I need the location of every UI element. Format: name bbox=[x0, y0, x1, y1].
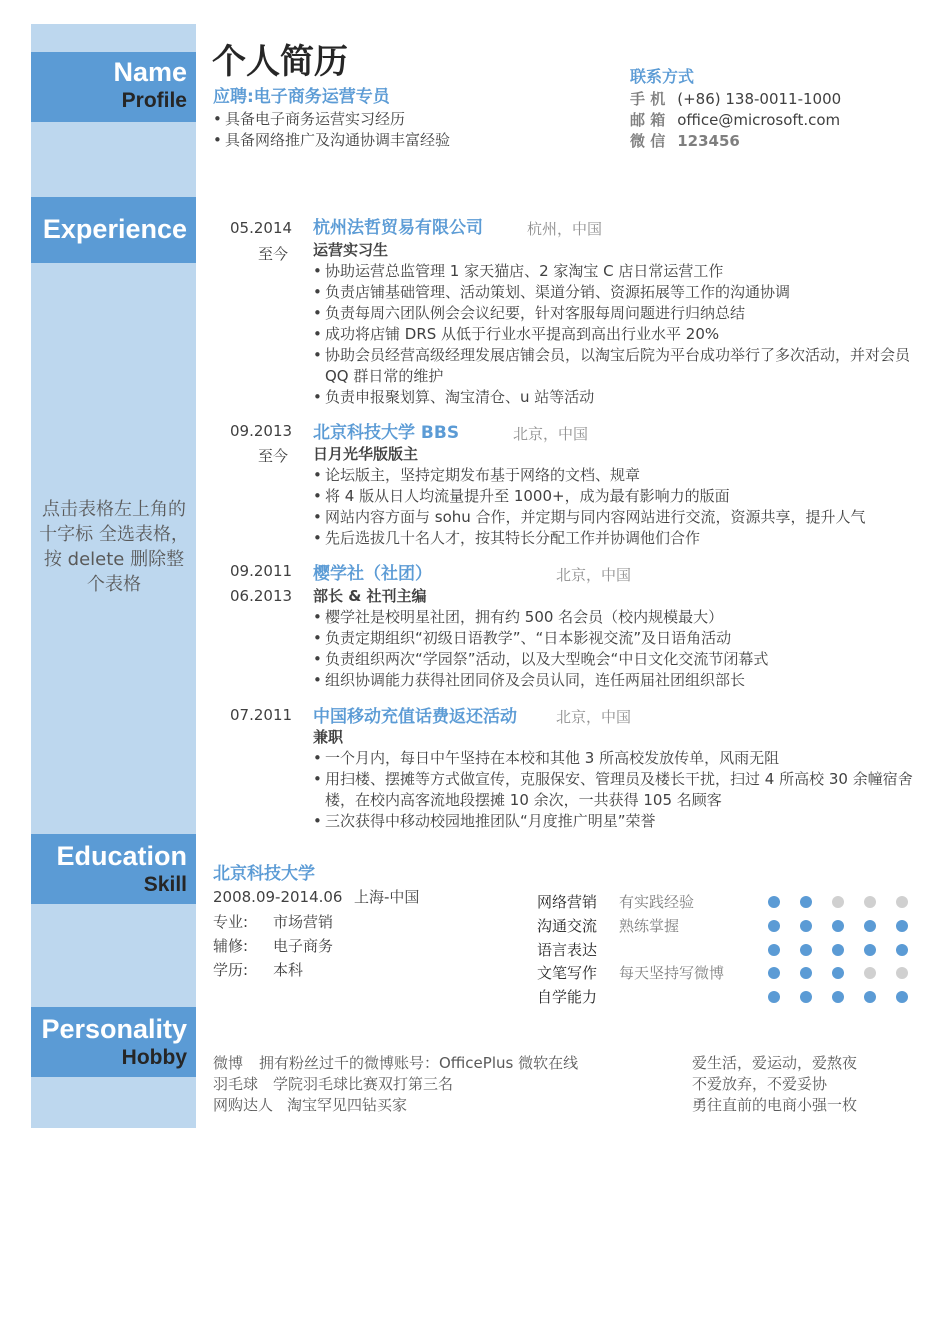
band-skill-label: Skill bbox=[143, 873, 187, 896]
contact-wechat-row bbox=[630, 131, 740, 152]
name-profile-band bbox=[31, 52, 196, 122]
skill-dot-filled bbox=[768, 967, 780, 979]
exp-bullet: • 网站内容方面与 sohu 合作，并定期与同内容网站进行交流，资源共享，提升人气 bbox=[313, 507, 866, 528]
exp-bullet: • 负责组织两次“学园祭”活动，以及大型晚会“中日文化交流节闭幕式 bbox=[313, 649, 768, 670]
band-experience-label: Experience bbox=[42, 214, 187, 244]
contact-title: 联系方式 bbox=[630, 67, 695, 86]
exp-end-date: 至今 bbox=[258, 245, 289, 263]
position-applied: 应聘:电子商务运营专员 bbox=[213, 87, 390, 107]
exp-location: 北京，中国 bbox=[513, 425, 589, 443]
band-profile-label: Profile bbox=[121, 89, 187, 112]
education-row-value: 本科 bbox=[273, 961, 304, 979]
exp-bullet: • 组织协调能力获得社团同侪及会员认同，连任两届社团组织部长 bbox=[313, 670, 768, 691]
skill-dot-filled bbox=[800, 944, 812, 956]
exp-bullet: • 负责店铺基础管理、活动策划、渠道分销、资源拓展等工作的沟通协调 bbox=[313, 282, 925, 303]
skill-note: 熟练掌握 bbox=[619, 917, 680, 935]
exp-bullet: • 协助运营总监管理 1 家天猫店、2 家淘宝 C 店日常运营工作 bbox=[313, 261, 925, 282]
skill-dot-filled bbox=[768, 944, 780, 956]
personality-hobby-band bbox=[31, 1007, 196, 1077]
exp-start-date: 09.2013 bbox=[230, 422, 293, 440]
skill-note: 有实践经验 bbox=[619, 893, 695, 911]
exp-bullet: • 用扫楼、摆摊等方式做宣传，克服保安、管理员及楼长干扰，扫过 4 所高校 30 余幢宿舍楼，在校内高客流地段摆摊 10 余次，一共获得 105 名顾客 bbox=[313, 769, 925, 811]
exp-bullet: • 负责申报聚划算、淘宝清仓、u 站等活动 bbox=[313, 387, 925, 408]
skill-dot-filled bbox=[800, 896, 812, 908]
skill-name: 语言表达 bbox=[537, 941, 598, 959]
exp-org: 北京科技大学 BBS bbox=[313, 423, 460, 443]
education-row-label: 专业: bbox=[213, 913, 249, 931]
skill-dot-filled bbox=[896, 944, 908, 956]
skill-note: 每天坚持写微博 bbox=[619, 964, 725, 982]
exp-end-date: 至今 bbox=[258, 447, 289, 465]
band-education-label: Education bbox=[56, 841, 187, 871]
exp-role: 日月光华版版主 bbox=[313, 445, 419, 463]
email-value: office@microsoft.com bbox=[677, 111, 841, 129]
skill-dot-filled bbox=[800, 967, 812, 979]
skill-dot-empty bbox=[896, 896, 908, 908]
skill-dot-filled bbox=[864, 991, 876, 1003]
hobby-label: 羽毛球 bbox=[213, 1075, 259, 1093]
experience-band bbox=[31, 197, 196, 263]
exp-bullet: • 协助会员经营高级经理发展店铺会员，以淘宝后院为平台成功举行了多次活动，并对会员 QQ 群日常的维护 bbox=[313, 345, 925, 387]
highlight-item: • 具备网络推广及沟通协调丰富经验 bbox=[213, 130, 450, 151]
phone-label: 手 机 bbox=[630, 90, 666, 108]
email-label: 邮 箱 bbox=[630, 111, 666, 129]
skill-dot-filled bbox=[800, 991, 812, 1003]
band-name-label: Name bbox=[113, 57, 187, 87]
exp-bullet-list bbox=[313, 465, 866, 549]
contact-email-row bbox=[630, 110, 840, 131]
band-hobby-label: Hobby bbox=[121, 1046, 187, 1069]
skill-dot-empty bbox=[832, 896, 844, 908]
exp-org: 杭州法哲贸易有限公司 bbox=[313, 218, 483, 238]
exp-role: 运营实习生 bbox=[313, 241, 389, 259]
sidebar-note: 点击表格左上角的 十字标 全选表格，按 delete 删除整个表格 bbox=[39, 499, 189, 595]
exp-end-date: 06.2013 bbox=[230, 587, 293, 605]
exp-bullet: • 负责每周六团队例会会议纪要，针对客服每周问题进行归纳总结 bbox=[313, 303, 925, 324]
education-school: 北京科技大学 bbox=[213, 864, 315, 884]
hobby-label: 网购达人 bbox=[213, 1096, 274, 1114]
personality-trait: 爱生活，爱运动，爱熬夜 bbox=[692, 1054, 858, 1072]
education-row-label: 学历: bbox=[213, 961, 249, 979]
band-personality-label: Personality bbox=[41, 1014, 187, 1044]
education-row-value: 电子商务 bbox=[273, 937, 334, 955]
exp-start-date: 09.2011 bbox=[230, 562, 293, 580]
skill-dot-filled bbox=[768, 896, 780, 908]
wechat-label: 微 信 bbox=[630, 132, 666, 150]
skill-dot-empty bbox=[864, 896, 876, 908]
exp-role: 兼职 bbox=[313, 728, 344, 746]
exp-bullet: • 将 4 版从日人均流量提升至 1000+，成为最有影响力的版面 bbox=[313, 486, 866, 507]
skill-dot-empty bbox=[896, 967, 908, 979]
skill-dot-filled bbox=[832, 920, 844, 932]
education-period: 2008.09-2014.06 bbox=[213, 888, 343, 906]
contact-phone-row bbox=[630, 89, 841, 110]
exp-org: 中国移动充值话费返还活动 bbox=[313, 707, 517, 727]
skill-name: 文笔写作 bbox=[537, 964, 598, 982]
exp-location: 北京，中国 bbox=[556, 708, 632, 726]
highlight-item: • 具备电子商务运营实习经历 bbox=[213, 109, 450, 130]
exp-bullet: • 樱学社是校明星社团，拥有约 500 名会员（校内规模最大） bbox=[313, 607, 768, 628]
education-skill-band bbox=[31, 834, 196, 904]
hobby-text: 学院羽毛球比赛双打第三名 bbox=[273, 1075, 454, 1093]
exp-role: 部长 & 社刊主编 bbox=[313, 587, 427, 605]
personality-trait: 勇往直前的电商小强一枚 bbox=[692, 1096, 858, 1114]
skill-dot-filled bbox=[864, 920, 876, 932]
highlight-list bbox=[213, 109, 450, 151]
skill-dot-filled bbox=[832, 967, 844, 979]
skill-name: 自学能力 bbox=[537, 988, 598, 1006]
education-row-value: 市场营销 bbox=[273, 913, 334, 931]
education-place: 上海-中国 bbox=[354, 888, 420, 906]
exp-bullet-list bbox=[313, 607, 768, 691]
skill-dot-empty bbox=[864, 967, 876, 979]
exp-bullet-list bbox=[313, 261, 925, 408]
exp-bullet: • 论坛版主，坚持定期发布基于网络的文档、规章 bbox=[313, 465, 866, 486]
page-title: 个人简历 bbox=[212, 42, 348, 82]
exp-bullet: • 先后选拔几十名人才，按其特长分配工作并协调他们合作 bbox=[313, 528, 866, 549]
exp-bullet: • 负责定期组织“初级日语教学”、“日本影视交流”及日语角活动 bbox=[313, 628, 768, 649]
exp-start-date: 07.2011 bbox=[230, 706, 293, 724]
exp-location: 杭州，中国 bbox=[527, 220, 603, 238]
skill-name: 沟通交流 bbox=[537, 917, 598, 935]
exp-bullet: • 成功将店铺 DRS 从低于行业水平提高到高出行业水平 20% bbox=[313, 324, 925, 345]
exp-start-date: 05.2014 bbox=[230, 219, 293, 237]
phone-value: (+86) 138-0011-1000 bbox=[677, 90, 842, 108]
skill-dot-filled bbox=[864, 944, 876, 956]
hobby-label: 微博 bbox=[213, 1054, 244, 1072]
hobby-text: 拥有粉丝过千的微博账号：OfficePlus 微软在线 bbox=[259, 1054, 579, 1072]
skill-name: 网络营销 bbox=[537, 893, 598, 911]
skill-dot-filled bbox=[896, 991, 908, 1003]
personality-trait: 不爱放弃，不爱妥协 bbox=[692, 1075, 828, 1093]
exp-org: 樱学社（社团） bbox=[313, 564, 432, 584]
skill-dot-filled bbox=[832, 944, 844, 956]
exp-bullet: • 一个月内，每日中午坚持在本校和其他 3 所高校发放传单，风雨无阻 bbox=[313, 748, 925, 769]
skill-dot-filled bbox=[768, 991, 780, 1003]
exp-bullet-list bbox=[313, 748, 925, 832]
hobby-text: 淘宝罕见四钻买家 bbox=[287, 1096, 408, 1114]
skill-dot-filled bbox=[800, 920, 812, 932]
wechat-value: 123456 bbox=[677, 132, 740, 150]
exp-location: 北京，中国 bbox=[556, 566, 632, 584]
exp-bullet: • 三次获得中移动校园地推团队“月度推广明星”荣誉 bbox=[313, 811, 925, 832]
skill-dot-filled bbox=[832, 991, 844, 1003]
skill-dot-filled bbox=[896, 920, 908, 932]
skill-dot-filled bbox=[768, 920, 780, 932]
education-row-label: 辅修: bbox=[213, 937, 249, 955]
